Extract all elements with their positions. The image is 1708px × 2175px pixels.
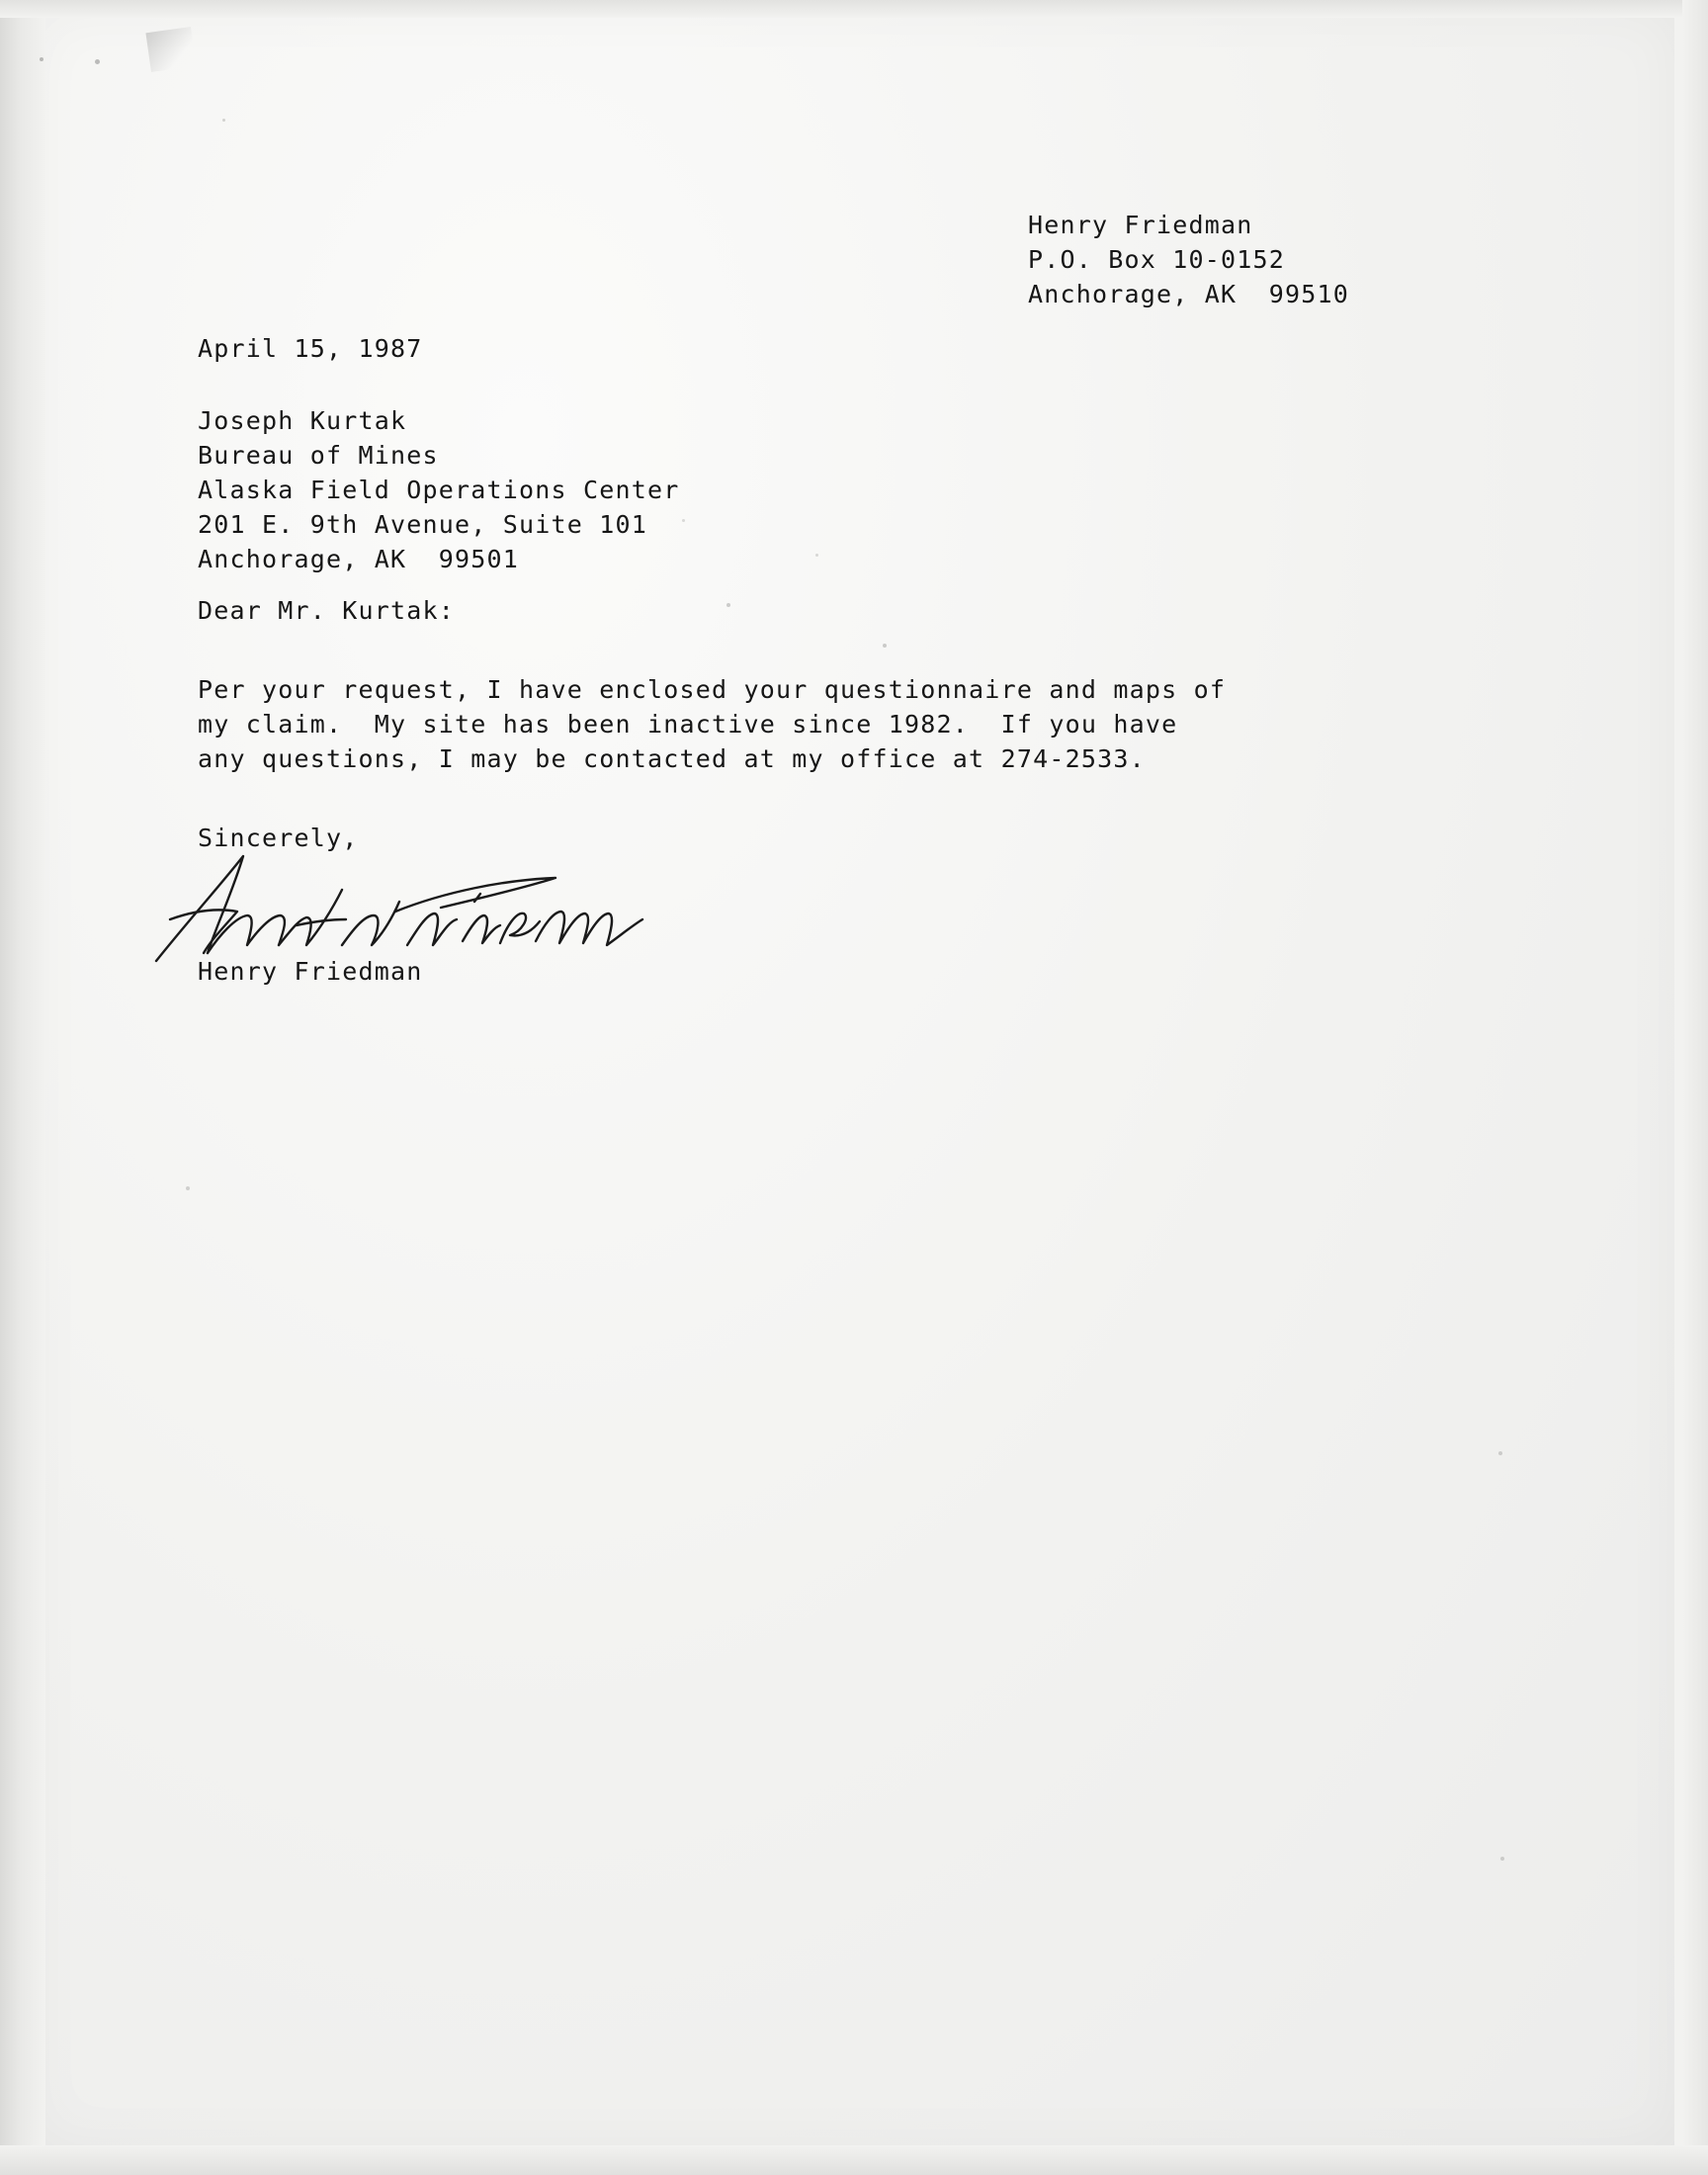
page-edge-top [0,0,1708,18]
closing-text: Sincerely, [198,824,359,852]
scan-speck [1498,1451,1502,1455]
scan-speck [883,644,887,648]
recipient-line: Anchorage, AK 99501 [198,545,520,573]
recipient-address-block [198,403,680,576]
paper-fold-mark [145,27,196,72]
page-edge-right [1682,0,1708,2175]
return-address-line: Henry Friedman [1028,211,1253,239]
scan-speck [682,519,685,522]
recipient-line: Joseph Kurtak [198,406,407,435]
page-edge-bottom [0,2145,1708,2175]
body-line: Per your request, I have enclosed your questionnaire and maps of [198,675,1227,704]
scan-speck [95,59,100,64]
scan-speck [222,119,225,122]
typed-signature-name [198,954,423,989]
signature-text: Henry Friedman [198,957,423,986]
return-address-line: P.O. Box 10-0152 [1028,245,1286,274]
letter-date [198,331,423,366]
recipient-line: 201 E. 9th Avenue, Suite 101 [198,510,648,539]
recipient-line: Bureau of Mines [198,441,439,470]
scan-speck [726,603,730,607]
scan-speck [186,1186,190,1190]
letter-body [198,672,1483,776]
scan-speck [1500,1857,1504,1861]
closing [198,821,359,855]
scan-speck [815,554,818,557]
paper-sheet [34,10,1674,2145]
date-text: April 15, 1987 [198,334,423,363]
return-address-line: Anchorage, AK 99510 [1028,280,1350,308]
salutation [198,593,455,628]
recipient-line: Alaska Field Operations Center [198,476,680,504]
page-edge-left [0,0,45,2175]
salutation-text: Dear Mr. Kurtak: [198,596,456,625]
body-line: any questions, I may be contacted at my office at 274-2533. [198,744,1146,773]
scan-speck [40,57,43,61]
body-line: my claim. My site has been inactive since 1982. If you have [198,710,1178,739]
return-address-block [1028,208,1349,311]
